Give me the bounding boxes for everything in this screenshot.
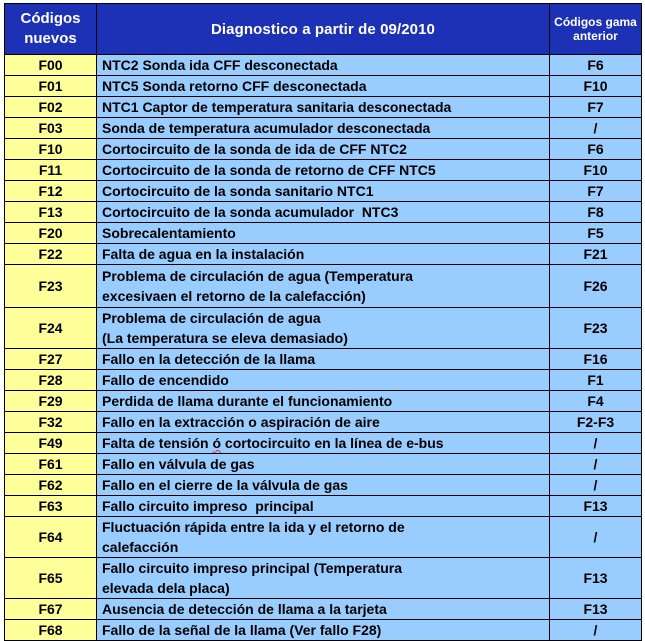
old-code-cell: F5 xyxy=(550,223,642,244)
old-code-cell: F6 xyxy=(550,55,642,76)
table-row xyxy=(5,433,642,454)
old-code-cell: F8 xyxy=(550,202,642,223)
diagnostic-line-2: calefacción xyxy=(102,539,179,555)
table-row xyxy=(5,620,642,641)
fault-code-table xyxy=(4,3,642,641)
new-code-cell: F62 xyxy=(5,475,97,496)
table-row xyxy=(5,517,642,558)
header-old-codes: Códigos gama anterior xyxy=(550,4,642,55)
old-code-cell: / xyxy=(550,620,642,641)
new-code-cell: F13 xyxy=(5,202,97,223)
diagnostic-cell: Fallo de la señal de la llama (Ver fallo F28) xyxy=(97,620,550,641)
new-code-cell: F64 xyxy=(5,517,97,558)
new-code-cell: F20 xyxy=(5,223,97,244)
diagnostic-cell: Sonda de temperatura acumulador desconectada xyxy=(97,118,550,139)
old-code-cell: / xyxy=(550,433,642,454)
spellcheck-marked-word: ó xyxy=(212,435,222,451)
diagnostic-cell xyxy=(97,517,550,558)
old-code-cell: / xyxy=(550,517,642,558)
diagnostic-cell: Fallo de encendido xyxy=(97,370,550,391)
new-code-cell: F11 xyxy=(5,160,97,181)
diagnostic-text-part: cortocircuito en la línea de e-bus xyxy=(221,435,444,451)
table-row xyxy=(5,160,642,181)
new-code-cell: F01 xyxy=(5,76,97,97)
new-code-cell: F63 xyxy=(5,496,97,517)
new-code-cell: F68 xyxy=(5,620,97,641)
table-header-row xyxy=(5,4,642,55)
new-code-cell: F10 xyxy=(5,139,97,160)
diagnostic-cell: NTC2 Sonda ida CFF desconectada xyxy=(97,55,550,76)
diagnostic-cell xyxy=(97,433,550,454)
diagnostic-line-1: Problema de circulación de agua xyxy=(102,310,321,326)
old-code-cell: F23 xyxy=(550,308,642,349)
diagnostic-cell: Fallo circuito impreso principal xyxy=(97,496,550,517)
diagnostic-cell: Perdida de llama durante el funcionamiento xyxy=(97,391,550,412)
diagnostic-cell: Cortocircuito de la sonda de retorno de CFF NTC5 xyxy=(97,160,550,181)
diagnostic-cell: NTC5 Sonda retorno CFF desconectada xyxy=(97,76,550,97)
diagnostic-cell: Fallo en la detección de la llama xyxy=(97,349,550,370)
diagnostic-cell: Cortocircuito de la sonda sanitario NTC1 xyxy=(97,181,550,202)
diagnostic-cell: NTC1 Captor de temperatura sanitaria desconectada xyxy=(97,97,550,118)
table-row xyxy=(5,55,642,76)
diagnostic-cell xyxy=(97,558,550,599)
table-row xyxy=(5,349,642,370)
new-code-cell: F65 xyxy=(5,558,97,599)
new-code-cell: F12 xyxy=(5,181,97,202)
table-row xyxy=(5,391,642,412)
diagnostic-cell xyxy=(97,265,550,308)
diagnostic-cell: Cortocircuito de la sonda de ida de CFF NTC2 xyxy=(97,139,550,160)
new-code-cell: F02 xyxy=(5,97,97,118)
new-code-cell: F03 xyxy=(5,118,97,139)
table-row xyxy=(5,308,642,349)
diagnostic-line-2: (La temperatura se eleva demasiado) xyxy=(102,330,348,346)
diagnostic-cell: Ausencia de detección de llama a la tarjeta xyxy=(97,599,550,620)
diagnostic-line-1: Fluctuación rápida entre la ida y el retorno de xyxy=(102,519,405,535)
old-code-cell: / xyxy=(550,118,642,139)
diagnostic-cell: Cortocircuito de la sonda acumulador NTC3 xyxy=(97,202,550,223)
old-code-cell: F16 xyxy=(550,349,642,370)
old-code-cell: F13 xyxy=(550,599,642,620)
old-code-cell: F2-F3 xyxy=(550,412,642,433)
new-code-cell: F61 xyxy=(5,454,97,475)
new-code-cell: F49 xyxy=(5,433,97,454)
old-code-cell: F7 xyxy=(550,181,642,202)
old-code-cell: F6 xyxy=(550,139,642,160)
old-code-cell: F10 xyxy=(550,76,642,97)
diagnostic-cell: Fallo en el cierre de la válvula de gas xyxy=(97,475,550,496)
table-row xyxy=(5,454,642,475)
old-code-cell: F10 xyxy=(550,160,642,181)
diagnostic-cell: Sobrecalentamiento xyxy=(97,223,550,244)
header-new-codes: Códigos nuevos xyxy=(5,4,97,55)
old-code-cell: F13 xyxy=(550,496,642,517)
old-code-cell: F13 xyxy=(550,558,642,599)
old-code-cell: / xyxy=(550,475,642,496)
table-row xyxy=(5,370,642,391)
table-row xyxy=(5,97,642,118)
table-row xyxy=(5,139,642,160)
new-code-cell: F00 xyxy=(5,55,97,76)
new-code-cell: F29 xyxy=(5,391,97,412)
new-code-cell: F67 xyxy=(5,599,97,620)
table-row xyxy=(5,76,642,97)
diagnostic-line-1: Problema de circulación de agua (Temperatura xyxy=(102,268,413,284)
new-code-cell: F22 xyxy=(5,244,97,265)
diagnostic-cell: Fallo en válvula de gas xyxy=(97,454,550,475)
diagnostic-line-1: Fallo circuito impreso principal (Temperatura xyxy=(102,560,403,576)
table-row xyxy=(5,496,642,517)
table-row xyxy=(5,181,642,202)
table-row xyxy=(5,244,642,265)
header-diagnostic: Diagnostico a partir de 09/2010 xyxy=(97,4,550,55)
new-code-cell: F23 xyxy=(5,265,97,308)
table-row xyxy=(5,223,642,244)
old-code-cell: F26 xyxy=(550,265,642,308)
table-row xyxy=(5,599,642,620)
diagnostic-line-2: excesivaen el retorno de la calefacción) xyxy=(102,288,366,304)
table-row xyxy=(5,118,642,139)
old-code-cell: F21 xyxy=(550,244,642,265)
table-body xyxy=(5,55,642,641)
old-code-cell: / xyxy=(550,454,642,475)
old-code-cell: F4 xyxy=(550,391,642,412)
new-code-cell: F27 xyxy=(5,349,97,370)
diagnostic-cell xyxy=(97,308,550,349)
new-code-cell: F32 xyxy=(5,412,97,433)
table-row xyxy=(5,202,642,223)
diagnostic-cell: Falta de agua en la instalación xyxy=(97,244,550,265)
diagnostic-cell: Fallo en la extracción o aspiración de aire xyxy=(97,412,550,433)
table-row xyxy=(5,558,642,599)
table-row xyxy=(5,475,642,496)
new-code-cell: F28 xyxy=(5,370,97,391)
fault-code-table-container xyxy=(4,3,641,641)
table-row xyxy=(5,265,642,308)
new-code-cell: F24 xyxy=(5,308,97,349)
old-code-cell: F1 xyxy=(550,370,642,391)
table-row xyxy=(5,412,642,433)
diagnostic-line-2: elevada dela placa) xyxy=(102,580,230,596)
diagnostic-text-part: Falta de tensión xyxy=(102,435,213,451)
old-code-cell: F7 xyxy=(550,97,642,118)
